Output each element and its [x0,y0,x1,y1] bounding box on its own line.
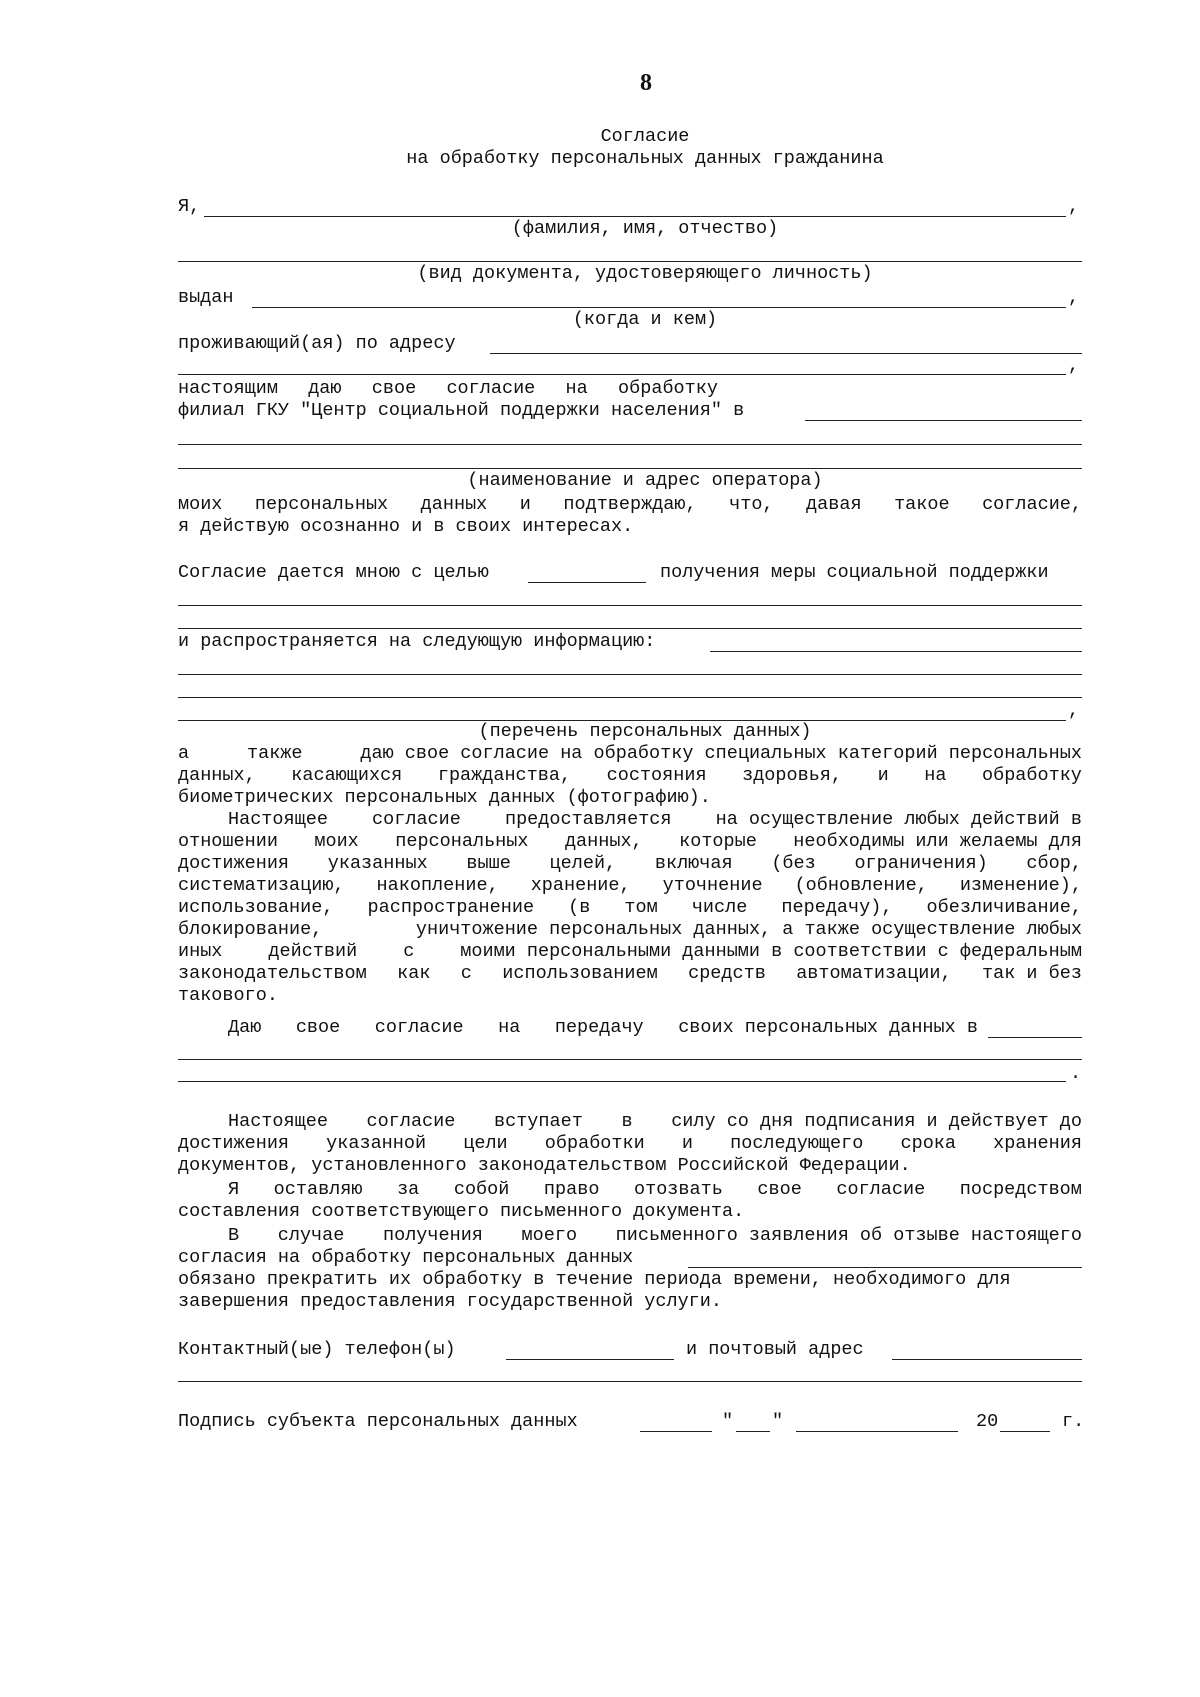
actions-line-8: законодательством как с использованием средств автоматизации, так и без [178,963,1082,984]
period: . [1070,1063,1082,1084]
contact-label: Контактный(ые) телефон(ы) [178,1339,456,1360]
month-field[interactable] [796,1431,958,1432]
address-field-2[interactable] [178,374,1066,375]
consent-line-1: настоящим даю свое согласие на обработку [178,378,718,399]
fio-field[interactable] [204,216,1066,217]
page-number: 8 [640,70,652,96]
actions-line-6: блокирование, уничтожение персональных данных, а также осуществление любых [178,919,1082,940]
phone-field[interactable] [506,1359,674,1360]
validity-line-1: Настоящее согласие вступает в силу со дня подписания и действует до [228,1111,1082,1132]
actions-line-7: иных действий с моими персональными данными в соответствии с федеральным [178,941,1082,962]
operator-field-2[interactable] [178,444,1082,445]
purpose-field[interactable] [528,582,646,583]
actions-line-3: достижения указанных выше целей, включая (без ограничения) сбор, [178,853,1082,874]
transfer-field[interactable] [988,1037,1082,1038]
validity-line-3: документов, установленного законодательством Российской Федерации. [178,1155,911,1176]
year-suffix: г. [1062,1411,1085,1432]
actions-line-2: отношении моих персональных данных, которые необходимы или желаемы для [178,831,1082,852]
postal-field-2[interactable] [178,1381,1082,1382]
year-field[interactable] [1000,1431,1050,1432]
transfer-field-2[interactable] [178,1059,1082,1060]
form-title: Согласие [600,126,690,147]
stop-line-3: обязано прекратить их обработку в течение периода времени, необходимого для [178,1269,1011,1290]
special-line-1: а также даю свое согласие на обработку специальных категорий персональных [178,743,1082,764]
ya-label: Я, [178,196,201,217]
info-field[interactable] [710,651,1082,652]
issued-label: выдан [178,287,234,308]
purpose-field-3[interactable] [178,628,1082,629]
stop-line-1: В случае получения моего письменного заявления об отзыве настоящего [228,1225,1082,1246]
day-field[interactable] [736,1431,770,1432]
consent-line-2: филиал ГКУ "Центр социальной поддержки населения" в [178,400,745,421]
operator-field-3[interactable] [178,468,1082,469]
my-data-line: моих персональных данных и подтверждаю, что, давая такое согласие, [178,494,1082,515]
stop-line-4: завершения предоставления государственной услуги. [178,1291,722,1312]
postal-field[interactable] [892,1359,1082,1360]
signature-label: Подпись субъекта персональных данных [178,1411,578,1432]
stop-line-2: согласия на обработку персональных данных [178,1247,634,1268]
quote-open: " [722,1411,734,1432]
comma: , [1068,355,1080,376]
actions-line-9: такового. [178,985,278,1006]
comma: , [1068,196,1080,217]
address-label: проживающий(ая) по адресу [178,333,456,354]
special-line-3: биометрических персональных данных (фотографию). [178,787,711,808]
comma: , [1068,287,1080,308]
signature-field[interactable] [640,1431,712,1432]
list-caption: (перечень персональных данных) [478,721,812,742]
form-subtitle: на обработку персональных данных гражданина [406,148,884,169]
revoke-line-1: Я оставляю за собой право отозвать свое согласие посредством [228,1179,1082,1200]
document-field[interactable] [178,261,1082,262]
special-line-2: данных, касающихся гражданства, состояния здоровья, и на обработку [178,765,1082,786]
issued-caption: (когда и кем) [572,309,718,330]
operator-name-field[interactable] [688,1267,1082,1268]
quote-close: " [772,1411,784,1432]
comma: , [1068,700,1080,721]
purpose-label: Согласие дается мною с целью [178,562,489,583]
actions-line-4: систематизацию, накопление, хранение, уточнение (обновление, изменение), [178,875,1082,896]
fio-caption: (фамилия, имя, отчество) [511,218,779,239]
address-field[interactable] [490,353,1082,354]
info-field-3[interactable] [178,697,1082,698]
revoke-line-2: составления соответствующего письменного документа. [178,1201,745,1222]
info-field-2[interactable] [178,674,1082,675]
info-label: и распространяется на следующую информацию: [178,631,656,652]
postal-label: и почтовый адрес [686,1339,864,1360]
issued-field[interactable] [252,307,1066,308]
transfer-field-3[interactable] [178,1081,1066,1082]
validity-line-2: достижения указанной цели обработки и последующего срока хранения [178,1133,1082,1154]
actions-line-5: использование, распространение (в том числе передачу), обезличивание, [178,897,1082,918]
purpose-field-2[interactable] [178,605,1082,606]
purpose-value: получения меры социальной поддержки [660,562,1049,583]
document-caption: (вид документа, удостоверяющего личность) [417,263,873,284]
transfer-line: Даю свое согласие на передачу своих персональных данных в [228,1017,978,1038]
operator-field[interactable] [805,420,1082,421]
actions-line-1: Настоящее согласие предоставляется на осуществление любых действий в [228,809,1082,830]
my-data-line-2: я действую осознанно и в своих интересах. [178,516,634,537]
year-prefix: 20 [976,1411,999,1432]
operator-caption: (наименование и адрес оператора) [467,470,823,491]
